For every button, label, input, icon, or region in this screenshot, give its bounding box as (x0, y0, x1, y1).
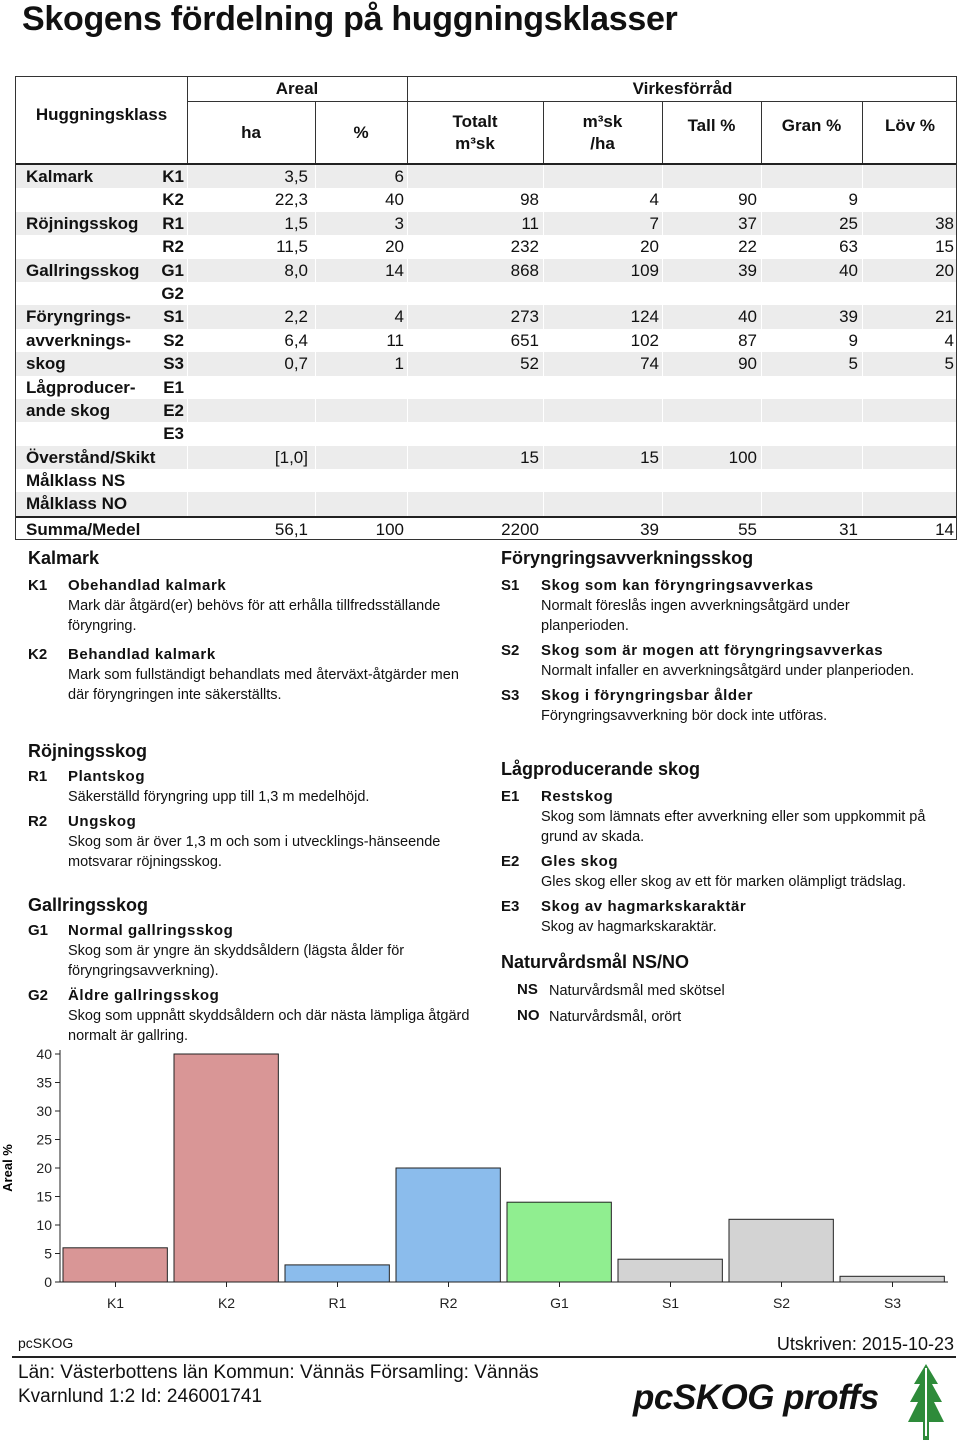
cell-ha: 1,5 (284, 213, 308, 233)
column-separator (761, 492, 762, 515)
table-row (16, 305, 956, 328)
column-separator (543, 399, 544, 422)
row-code: S1 (163, 307, 184, 327)
cell-ha: 8,0 (284, 260, 308, 280)
column-separator (862, 165, 863, 188)
y-tick-label: 0 (44, 1274, 52, 1290)
summary-label: Summa/Medel (26, 519, 141, 539)
column-separator (662, 492, 663, 515)
summary-tall: 55 (738, 519, 757, 539)
bar-s1 (618, 1259, 722, 1282)
table-row (16, 259, 956, 282)
row-code: K1 (162, 167, 184, 186)
table-row (16, 376, 956, 399)
column-separator (662, 305, 663, 328)
column-separator (662, 165, 663, 188)
cell-totalt: 868 (510, 260, 539, 280)
row-label: Överstånd/Skikt (26, 447, 156, 467)
row-label: Kalmark (26, 167, 94, 186)
cell-lov: 15 (935, 237, 954, 257)
cell-gran: 5 (848, 354, 858, 374)
table-row (16, 235, 956, 258)
legend-lagprod (501, 759, 941, 937)
brand-logo-text: pcSKOG proffs (633, 1378, 879, 1417)
column-separator (187, 446, 188, 469)
cell-pct: 1 (394, 354, 404, 374)
row-code: E1 (163, 377, 184, 397)
summary-totalt: 2200 (501, 519, 539, 539)
cell-totalt: 11 (521, 213, 539, 233)
column-separator (662, 259, 663, 282)
column-separator (543, 492, 544, 515)
legend-heading: Föryngringsavverkningsskog (501, 548, 754, 568)
legend-item-e1 (501, 788, 941, 847)
column-separator (407, 352, 408, 375)
row-code (136, 469, 184, 492)
legend-code: R2 (28, 813, 48, 830)
row-code: E3 (163, 424, 184, 444)
header-virkesforrad: Virkesförråd (632, 79, 733, 98)
legend-code: E1 (501, 788, 520, 805)
column-separator (761, 446, 762, 469)
column-separator (407, 492, 408, 515)
header-huggningsklass: Huggningsklass (35, 105, 168, 124)
bar-r2 (396, 1168, 500, 1282)
column-separator (662, 446, 663, 469)
cell-ha: 3,5 (284, 167, 308, 186)
column-separator (315, 305, 316, 328)
legend-name: Ungskog (68, 813, 137, 830)
legend-foryngring (501, 548, 941, 726)
row-label: Föryngrings- (26, 307, 131, 327)
legend-heading: Kalmark (28, 548, 100, 568)
footer-divider (12, 1356, 956, 1358)
cell-m3ha: 74 (640, 354, 659, 374)
summary-lov: 14 (935, 519, 954, 539)
cell-tall: 100 (728, 447, 757, 467)
footer-app-name: pcSKOG (18, 1335, 74, 1351)
column-separator (407, 305, 408, 328)
column-separator (315, 259, 316, 282)
x-tick-label-k2: K2 (217, 1295, 236, 1311)
column-separator (187, 165, 188, 188)
summary-pct: 100 (375, 519, 404, 539)
column-separator (761, 165, 762, 188)
legend-desc: Skog av hagmarkskaraktär. (541, 919, 717, 935)
column-separator (761, 259, 762, 282)
tree-logo-icon (906, 1362, 946, 1442)
bar-s3 (840, 1276, 944, 1282)
legend-desc: Normalt infaller en avverkningsåtgärd under planperioden. (541, 663, 915, 679)
table-row (16, 329, 956, 352)
row-label: Röjningsskog (26, 213, 139, 233)
legend-desc: Naturvårdsmål, orört (549, 1009, 682, 1025)
column-separator (862, 259, 863, 282)
column-separator (543, 305, 544, 328)
legend-desc: Gles skog eller skog av ett för marken olämpligt trädslag. (541, 874, 907, 890)
legend-name: Normal gallringsskog (68, 922, 234, 939)
bar-r1 (285, 1265, 389, 1282)
table-header (16, 77, 956, 165)
column-separator (407, 259, 408, 282)
header-areal: Areal (275, 79, 319, 98)
legend-desc: Naturvårdsmål med skötsel (549, 983, 725, 999)
cell-tall: 90 (738, 190, 757, 210)
legend-heading: Naturvårdsmål NS/NO (501, 952, 690, 972)
column-separator (543, 212, 544, 235)
column-separator (662, 352, 663, 375)
row-label: Lågproducer- (26, 377, 136, 397)
legend-item-g2 (28, 987, 478, 1046)
row-label: ande skog (26, 400, 111, 420)
cell-totalt: 232 (510, 237, 539, 257)
cell-tall: 37 (738, 213, 757, 233)
classes-table (15, 76, 957, 540)
legend-code: G1 (28, 922, 49, 939)
x-tick-label-k1: K1 (106, 1295, 125, 1311)
row-code: R2 (162, 237, 184, 257)
legend-code: S1 (501, 577, 520, 594)
legend-code: E3 (501, 898, 520, 915)
summary-ha: 56,1 (274, 519, 308, 539)
column-separator (315, 212, 316, 235)
column-separator (187, 212, 188, 235)
row-label: avverknings- (26, 330, 131, 350)
cell-pct: 20 (385, 237, 404, 257)
column-separator (543, 446, 544, 469)
header-totalt: Totalt m³sk (452, 112, 498, 153)
legend-item-no (501, 1007, 941, 1027)
table-row (16, 212, 956, 235)
y-tick-label: 10 (36, 1217, 52, 1233)
x-tick-label-g1: G1 (550, 1295, 569, 1311)
y-tick-label: 40 (36, 1046, 52, 1062)
legend-code: E2 (501, 853, 520, 870)
y-tick-label: 30 (36, 1103, 52, 1119)
column-separator (862, 212, 863, 235)
legend-name: Plantskog (68, 768, 146, 785)
cell-tall: 22 (738, 237, 757, 257)
column-separator (862, 446, 863, 469)
cell-gran: 39 (839, 307, 858, 327)
cell-m3ha: 15 (640, 447, 659, 467)
table-row (16, 165, 956, 188)
page-title: Skogens fördelning på huggningsklasser (22, 0, 678, 38)
column-separator (407, 399, 408, 422)
y-tick-label: 20 (36, 1160, 52, 1176)
cell-gran: 40 (839, 260, 858, 280)
header-tall: Tall % (687, 116, 736, 135)
legend-rojning (28, 741, 478, 872)
y-tick-label: 25 (36, 1131, 52, 1148)
row-label: Målklass NS (26, 471, 126, 491)
table-row (16, 422, 956, 445)
cell-tall: 90 (738, 354, 757, 374)
row-code: E2 (163, 400, 184, 420)
column-separator (761, 399, 762, 422)
row-code: S3 (163, 354, 184, 374)
column-separator (187, 352, 188, 375)
legend-item-g1 (28, 922, 478, 981)
column-separator (315, 399, 316, 422)
cell-gran: 63 (839, 237, 858, 257)
legend-desc: Föryngringsavverkning bör dock inte utföras. (541, 708, 828, 724)
column-separator (862, 352, 863, 375)
legend-name: Skog som är mogen att föryngringsavverkas (541, 642, 884, 659)
cell-totalt: 98 (520, 190, 539, 210)
legend-code: NS (517, 981, 538, 998)
row-code: S2 (163, 330, 184, 350)
cell-tall: 87 (738, 330, 757, 350)
legend-code: S3 (501, 687, 520, 704)
column-separator (315, 352, 316, 375)
column-separator (543, 352, 544, 375)
legend-code: K1 (28, 577, 48, 594)
legend-name: Skog som kan föryngringsavverkas (541, 577, 814, 594)
cell-totalt: 52 (520, 354, 539, 374)
table-body (16, 165, 956, 516)
cell-pct: 6 (394, 167, 404, 186)
table-row (16, 492, 956, 515)
cell-gran: 25 (839, 213, 858, 233)
column-separator (407, 212, 408, 235)
legend-name: Obehandlad kalmark (68, 577, 227, 594)
cell-pct: 40 (385, 190, 404, 210)
cell-m3ha: 4 (649, 190, 659, 210)
row-code: R1 (162, 213, 184, 233)
legend-name: Behandlad kalmark (68, 646, 216, 663)
cell-gran: 9 (848, 330, 858, 350)
cell-pct: 3 (394, 213, 404, 233)
summary-m3ha: 39 (640, 519, 659, 539)
y-axis-label: Areal % (0, 1144, 15, 1192)
legend-code: R1 (28, 768, 48, 785)
cell-gran: 9 (848, 190, 858, 210)
legend-desc: Normalt föreslås ingen avverkningsåtgärd under planperioden. (541, 598, 850, 634)
column-separator (187, 305, 188, 328)
table-row (16, 282, 956, 305)
row-code: K2 (162, 190, 184, 210)
legend-desc: Säkerställd föryngring upp till 1,3 m medelhöjd. (68, 789, 370, 805)
column-separator (862, 492, 863, 515)
header-lov: Löv % (884, 116, 936, 135)
cell-m3ha: 7 (649, 213, 659, 233)
bar-k2 (174, 1054, 278, 1282)
bar-s2 (729, 1219, 833, 1282)
legend-desc: Skog som är över 1,3 m och som i utvecklings-hänseende motsvarar röjningsskog. (68, 834, 441, 870)
footer-printed-date: Utskriven: 2015-10-23 (776, 1334, 954, 1354)
column-separator (187, 492, 188, 515)
x-tick-label-r1: R1 (328, 1295, 347, 1311)
table-row (16, 188, 956, 211)
cell-totalt: 273 (510, 307, 539, 327)
x-tick-label-s1: S1 (661, 1295, 680, 1311)
cell-ha: 11,5 (276, 237, 308, 257)
y-tick-label: 35 (36, 1074, 52, 1091)
header-pct: % (353, 123, 369, 142)
legend-code: K2 (28, 646, 48, 663)
cell-ha: 2,2 (284, 307, 308, 327)
bar-g1 (507, 1202, 611, 1282)
column-separator (761, 352, 762, 375)
row-label: Målklass NO (26, 494, 128, 514)
cell-m3ha: 20 (640, 237, 659, 257)
row-label: skog (26, 354, 66, 374)
legend-heading: Röjningsskog (28, 741, 148, 761)
row-label: Gallringsskog (26, 260, 140, 280)
areal-bar-chart (0, 1044, 960, 1334)
legend-name: Restskog (541, 788, 614, 805)
legend-item-s1 (501, 577, 941, 636)
legend-name: Gles skog (541, 853, 619, 870)
footer-property: Kvarnlund 1:2 Id: 246001741 (18, 1386, 263, 1407)
legend-desc: Skog som uppnått skyddsåldern och där nästa lämpliga åtgärd normalt är gallring. (68, 1008, 470, 1044)
column-separator (315, 492, 316, 515)
legend-desc: Skog som lämnats efter avverkning eller som uppkommit på grund av skada. (541, 809, 926, 845)
legend-name: Äldre gallringsskog (68, 987, 220, 1004)
cell-lov: 21 (935, 307, 954, 327)
row-code (136, 492, 184, 515)
column-separator (761, 212, 762, 235)
cell-pct: 4 (394, 307, 404, 327)
row-code: G2 (161, 283, 184, 303)
column-separator (761, 305, 762, 328)
legend-item-k1 (28, 577, 478, 636)
legend-natur (501, 952, 941, 1027)
legend-desc: Mark där åtgärd(er) behövs för att erhålla tillfredsställande föryngring. (68, 598, 441, 634)
legend-desc: Mark som fullständigt behandlats med återväxt-åtgärder men där föryngringen inte säkerställts. (68, 667, 459, 703)
legend-code: NO (517, 1007, 540, 1024)
x-tick-label-r2: R2 (439, 1295, 458, 1311)
table-row (16, 399, 956, 422)
legend-item-e3 (501, 898, 941, 937)
legend-item-r2 (28, 813, 478, 872)
cell-ha: 22,3 (274, 190, 308, 210)
column-separator (407, 446, 408, 469)
legend-item-e2 (501, 853, 941, 892)
cell-lov: 5 (944, 354, 954, 374)
cell-pct: 14 (385, 260, 404, 280)
cell-lov: 4 (944, 330, 954, 350)
header-ha: ha (241, 123, 261, 142)
cell-m3ha: 109 (630, 260, 659, 280)
y-tick-label: 5 (44, 1245, 52, 1262)
cell-pct: 11 (386, 330, 404, 350)
x-tick-label-s3: S3 (883, 1295, 902, 1311)
legend-heading: Lågproducerande skog (501, 759, 701, 779)
column-separator (862, 305, 863, 328)
cell-ha: 6,4 (284, 330, 308, 350)
legend-item-r1 (28, 768, 478, 807)
column-separator (315, 165, 316, 188)
cell-totalt: 15 (520, 447, 539, 467)
table-row (16, 352, 956, 375)
bar-k1 (63, 1248, 167, 1282)
cell-lov: 38 (935, 213, 954, 233)
row-code (136, 446, 184, 469)
column-separator (187, 399, 188, 422)
cell-totalt: 651 (510, 330, 539, 350)
cell-m3ha: 102 (630, 330, 659, 350)
legend-desc: Skog som är yngre än skyddsåldern (lägsta ålder för föryngringsavverkning). (68, 943, 405, 979)
summary-row (16, 516, 956, 539)
column-separator (862, 399, 863, 422)
footer-location: Län: Västerbottens län Kommun: Vännäs Församling: Vännäs (18, 1362, 539, 1383)
column-separator (543, 165, 544, 188)
legend-code: G2 (28, 987, 49, 1004)
column-separator (543, 259, 544, 282)
row-code: G1 (161, 260, 184, 280)
legend-item-s2 (501, 642, 941, 681)
x-tick-label-s2: S2 (772, 1295, 791, 1311)
cell-ha: 0,7 (284, 354, 308, 374)
y-tick-label: 15 (36, 1188, 52, 1205)
column-separator (187, 259, 188, 282)
header-gran: Gran % (781, 116, 842, 135)
table-row (16, 446, 956, 469)
legend-kalmark (28, 548, 478, 705)
legend-item-ns (501, 981, 941, 1001)
legend-gallring (28, 895, 478, 1046)
cell-tall: 39 (738, 260, 757, 280)
summary-gran: 31 (839, 519, 858, 539)
header-m3sk-ha: m³sk /ha (582, 112, 623, 153)
column-separator (315, 446, 316, 469)
legend-heading: Gallringsskog (28, 895, 149, 915)
legend-name: Skog i föryngringsbar ålder (541, 687, 754, 704)
column-separator (662, 399, 663, 422)
cell-tall: 40 (738, 307, 757, 327)
cell-m3ha: 124 (630, 307, 659, 327)
cell-ha: [1,0] (274, 447, 308, 467)
legend-item-s3 (501, 687, 941, 726)
column-separator (407, 165, 408, 188)
legend-code: S2 (501, 642, 520, 659)
cell-lov: 20 (935, 260, 954, 280)
legend-item-k2 (28, 646, 478, 705)
table-row (16, 469, 956, 492)
column-separator (662, 212, 663, 235)
legend-name: Skog av hagmarkskaraktär (541, 898, 747, 915)
